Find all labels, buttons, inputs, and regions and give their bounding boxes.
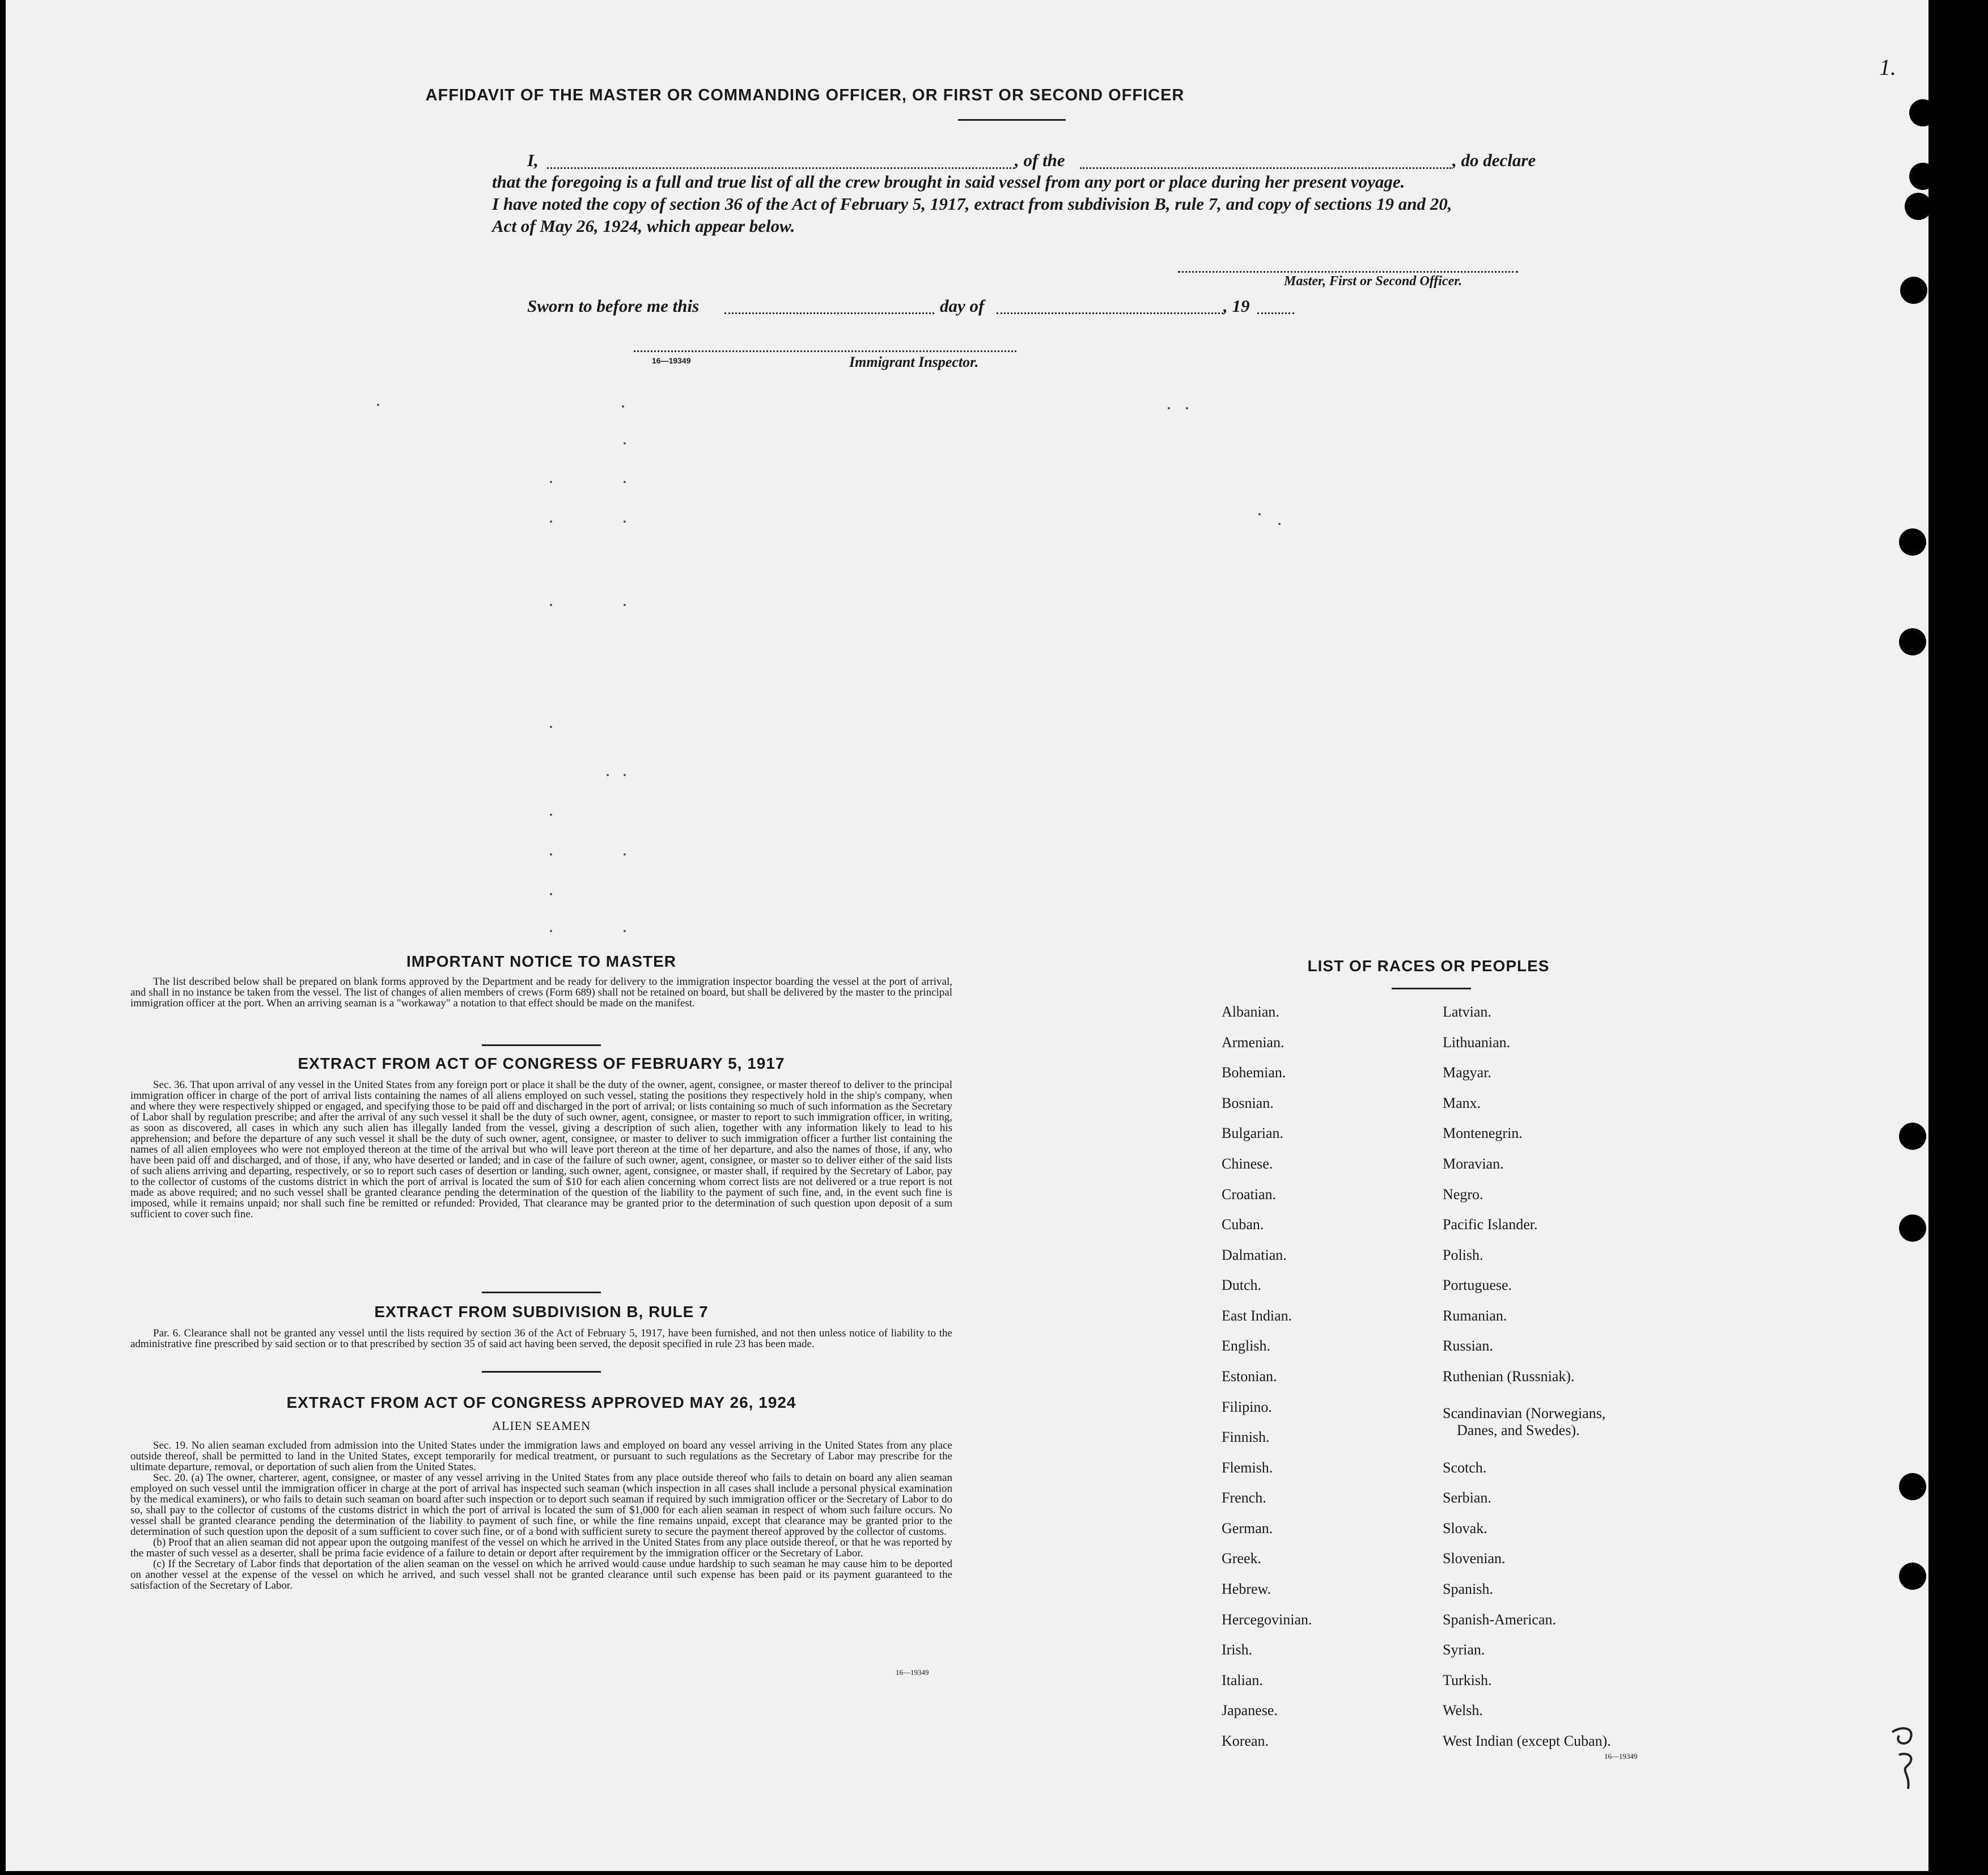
race-item: Welsh. — [1443, 1702, 1483, 1719]
year-label: , 19 — [1223, 296, 1250, 316]
race-item: Flemish. — [1222, 1459, 1273, 1476]
sworn-label: Sworn to before me this — [527, 296, 700, 316]
rule-7-text — [130, 1328, 952, 1349]
race-item: Moravian. — [1443, 1156, 1504, 1172]
race-item: Hercegovinian. — [1222, 1611, 1312, 1628]
scan-speck — [607, 774, 609, 776]
race-item: Japanese. — [1222, 1702, 1278, 1719]
scan-speck — [550, 814, 552, 816]
par-6-paragraph: Par. 6. Clearance shall not be granted any vessel until the lists required by section 36 of the Act of February 5, 1917, have been furnished, and not then unless notice of liability to the administrative fine prescribed by said section or to that prescribed by section 35 of said act having been served, the deposit specified in rule 23 has been made. — [130, 1327, 952, 1350]
race-item: German. — [1222, 1520, 1273, 1537]
punch-hole — [1899, 628, 1926, 655]
races-title: LIST OF RACES OR PEOPLES — [1307, 957, 1550, 975]
sec-20a-paragraph: Sec. 20. (a) The owner, charterer, agent, consignee, or master of any vessel arriving in the United States from any place outside thereof who fails to detain on board any alien seaman employed on such vessel until the immigration officer in charge at the port of arrival has inspected such seaman (which inspection in all cases shall include a personal physical examination by the medical examiners), or who fails to detain such seaman on board after such inspection or to deport such seaman if required by such immigration officer or the Secretary of Labor to do so, shall pay to the collector of customs of the customs district in which the port of arrival is located the sum of $1,000 for each alien seaman in respect of whom such failure occurs. No vessel shall be granted clearance pending the determination of the liability to payment of such fine, or while the fine remains unpaid, except that clearance may be granted prior to the determination of such question upon the deposit of a sum sufficient to cover such fine, or of a bond with sufficient surety to secure the payment thereof approved by the collector of customs. — [130, 1472, 952, 1538]
race-item: Greek. — [1222, 1550, 1262, 1567]
handwritten-mark — [1882, 1721, 1922, 1794]
punch-hole — [1899, 1214, 1926, 1242]
race-item: Dalmatian. — [1222, 1247, 1287, 1263]
race-item: Spanish-American. — [1443, 1611, 1557, 1628]
notice-title: IMPORTANT NOTICE TO MASTER — [406, 953, 677, 970]
do-declare-label: , do declare — [1452, 150, 1536, 170]
affiant-name-field[interactable] — [547, 167, 1015, 169]
race-item: Estonian. — [1222, 1368, 1277, 1385]
race-item: Armenian. — [1222, 1034, 1285, 1051]
punch-hole — [1899, 1473, 1926, 1500]
scan-speck — [1186, 407, 1188, 409]
of-the-label: , of the — [1015, 150, 1065, 170]
extract-form-number: 16—19349 — [896, 1668, 929, 1677]
scan-speck — [1168, 407, 1170, 409]
race-item: Bosnian. — [1222, 1095, 1274, 1111]
race-item: Spanish. — [1443, 1581, 1493, 1597]
scan-speck — [1258, 513, 1261, 515]
race-item: Scandinavian (Norwegians, — [1443, 1405, 1606, 1421]
race-item: Ruthenian (Russniak). — [1443, 1368, 1575, 1385]
scan-speck — [550, 726, 552, 728]
alien-seamen-subtitle: ALIEN SEAMEN — [492, 1419, 591, 1433]
vessel-name-field[interactable] — [1080, 167, 1451, 169]
title-underline — [958, 119, 1066, 121]
race-item: Dutch. — [1222, 1277, 1262, 1293]
race-item: Danes, and Swedes). — [1457, 1422, 1580, 1438]
rule-7-title: EXTRACT FROM SUBDIVISION B, RULE 7 — [374, 1303, 709, 1320]
notice-text — [130, 976, 952, 1009]
race-item: Finnish. — [1222, 1429, 1270, 1445]
page-number-mark: 1. — [1879, 54, 1896, 80]
sec-19-paragraph: Sec. 19. No alien seaman excluded from admission into the United States under the immigration laws and employed on board any vessel arriving in the United States from any place outside thereof, shall be permitted to land in the United States, except temporarily for medical treatment, or pursuant to such regulations as the Secretary of Labor may prescribe for the ultimate departure, removal, or deportation of such alien from the United States. — [130, 1440, 952, 1473]
affidavit-line-2: that the foregoing is a full and true list of all the crew brought in said vessel from any port or place during her present voyage. — [492, 172, 1405, 192]
day-of-label: day of — [940, 296, 985, 316]
sworn-day-field[interactable] — [724, 312, 934, 314]
section-divider — [482, 1371, 601, 1373]
race-item: Polish. — [1443, 1247, 1483, 1263]
punch-hole — [1909, 163, 1928, 190]
race-item: Bohemian. — [1222, 1064, 1286, 1081]
scan-speck — [377, 404, 379, 406]
scan-speck — [550, 930, 552, 932]
race-item: Latvian. — [1443, 1004, 1491, 1020]
race-item: Portuguese. — [1443, 1277, 1512, 1293]
race-item: French. — [1222, 1489, 1266, 1506]
sworn-year-field[interactable] — [1257, 312, 1294, 314]
affidavit-title: AFFIDAVIT OF THE MASTER OR COMMANDING OFFICER, OR FIRST OR SECOND OFFICER — [425, 86, 1185, 104]
race-item: Croatian. — [1222, 1186, 1277, 1203]
document-page — [6, 0, 1928, 1871]
scan-speck — [550, 604, 552, 606]
race-item: Cuban. — [1222, 1216, 1264, 1233]
race-item: Slovak. — [1443, 1520, 1487, 1537]
race-item: Bulgarian. — [1222, 1125, 1284, 1141]
scan-speck — [622, 405, 624, 408]
scan-speck — [550, 481, 552, 483]
punch-hole — [1899, 1123, 1926, 1150]
race-item: West Indian (except Cuban). — [1443, 1733, 1611, 1749]
race-item: Slovenian. — [1443, 1550, 1506, 1567]
extract-1924-text — [130, 1440, 952, 1591]
race-item: English. — [1222, 1338, 1270, 1354]
race-item: Magyar. — [1443, 1064, 1491, 1081]
race-item: Turkish. — [1443, 1672, 1492, 1688]
punch-hole — [1899, 528, 1926, 556]
scan-speck — [624, 481, 626, 483]
race-item: Albanian. — [1222, 1004, 1279, 1020]
affidavit-line-4: Act of May 26, 1924, which appear below. — [492, 216, 795, 236]
extract-1917-text — [130, 1080, 952, 1220]
race-item: Russian. — [1443, 1338, 1493, 1354]
race-item: Scotch. — [1443, 1459, 1487, 1476]
sworn-month-field[interactable] — [997, 312, 1223, 314]
inspector-label: Immigrant Inspector. — [849, 354, 979, 370]
scan-speck — [624, 604, 626, 606]
race-item: Manx. — [1443, 1095, 1481, 1111]
master-signature-field[interactable] — [1178, 271, 1518, 273]
punch-hole — [1900, 277, 1927, 304]
race-item: Pacific Islander. — [1443, 1216, 1538, 1233]
affiant-label: I, — [527, 150, 539, 170]
race-item: Irish. — [1222, 1641, 1253, 1658]
punch-hole — [1905, 193, 1928, 220]
race-item: Lithuanian. — [1443, 1034, 1511, 1051]
scan-speck — [550, 893, 552, 895]
race-item: Montenegrin. — [1443, 1125, 1523, 1141]
scan-speck — [624, 520, 626, 523]
race-item: Korean. — [1222, 1733, 1269, 1749]
section-divider — [482, 1044, 601, 1046]
race-item: East Indian. — [1222, 1307, 1292, 1324]
extract-1924-title: EXTRACT FROM ACT OF CONGRESS APPROVED MAY 26, 1924 — [286, 1394, 796, 1411]
punch-hole — [1899, 1563, 1926, 1590]
affidavit-line-3: I have noted the copy of section 36 of the Act of February 5, 1917, extract from subdivision B, rule 7, and copy of sections 19 and 20, — [492, 194, 1452, 214]
section-divider — [482, 1292, 601, 1293]
scan-speck — [624, 442, 626, 445]
sec-20c-paragraph: (c) If the Secretary of Labor finds that deportation of the alien seaman on the vessel on which he arrived would cause undue hardship to such seaman he may cause him to be deported on another vessel at the expense of the vessel on which he arrived, and such vessel shall not be granted clearance until such expense has been paid or its payment guaranteed to the satisfaction of the Secretary of Labor. — [130, 1558, 952, 1592]
race-item: Filipino. — [1222, 1399, 1272, 1415]
notice-paragraph: The list described below shall be prepared on blank forms approved by the Department and be ready for delivery to the immigration inspector boarding the vessel at the port of arrival, and shall in no instance be taken from the vessel. The list of changes of alien members of crews (Form 689) shall not be retained on board, but shall be delivered by the master to the principal immigration officer at the port. When an arriving seaman is a "workaway" a notation to that effect should be made on the manifest. — [130, 976, 952, 1009]
affidavit-form-number: 16—19349 — [652, 356, 691, 365]
scan-speck — [550, 520, 552, 523]
race-item: Syrian. — [1443, 1641, 1485, 1658]
scan-speck — [624, 774, 626, 776]
race-item: Rumanian. — [1443, 1307, 1507, 1324]
race-item: Serbian. — [1443, 1489, 1491, 1506]
scan-speck — [624, 930, 626, 932]
sec-20b-paragraph: (b) Proof that an alien seaman did not appear upon the outgoing manifest of the vessel on which he arrived in the United States from any place outside thereof, or that he was reported by the master of such vessel as a deserter, shall be prima facie evidence of a failure to detain or deport after requirement by the immigration officer or the Secretary of Labor. — [130, 1537, 952, 1559]
inspector-signature-field[interactable] — [634, 350, 1016, 352]
races-form-number: 16—19349 — [1604, 1752, 1638, 1760]
race-item: Chinese. — [1222, 1156, 1273, 1172]
scan-speck — [624, 853, 626, 856]
master-signature-label: Master, First or Second Officer. — [1284, 274, 1463, 289]
race-item: Negro. — [1443, 1186, 1483, 1203]
extract-1917-title: EXTRACT FROM ACT OF CONGRESS OF FEBRUARY 5, 1917 — [298, 1055, 785, 1072]
race-item: Italian. — [1222, 1672, 1263, 1688]
race-item: Hebrew. — [1222, 1581, 1271, 1597]
races-title-underline — [1392, 988, 1471, 989]
punch-hole — [1909, 99, 1928, 126]
scan-speck — [550, 853, 552, 856]
scan-speck — [1278, 523, 1281, 525]
sec-36-paragraph: Sec. 36. That upon arrival of any vessel in the United States from any foreign port or place it shall be the duty of the owner, agent, consignee, or master thereof to deliver to the principal immigration officer in charge of the port of arrival lists containing the names of all aliens employed on such vessel, stating the positions they respectively hold in the ship's company, when and where they were respectively shipped or engaged, and specifying those to be paid off and discharged in the port of arrival; or lists containing so much of such information as the Secretary of Labor shall by regulation prescribe; and after the arrival of any such vessel it shall be the duty of such owner, agent, consignee, or master to report to such immigration officer, in writing, as soon as discovered, all cases in which any such alien has illegally landed from the vessel, giving a description of such alien, together with any information likely to lead to his apprehension; and before the departure of any such vessel it shall be the duty of such owner, agent, consignee, or master to deliver to such immigration officer a further list containing the names of all alien employees who were not employed thereon at the time of the arrival but who will leave port thereon at the time of her departure, and also the names of those, if any, who have been paid off and discharged, and of those, if any, who have deserted or landed; and in case of the failure of such owner, agent, consignee, or master so to deliver either of the said lists of such aliens arriving and departing, respectively, or so to report such cases of desertion or landing, such owner, agent, consignee, or master shall, if required by the Secretary of Labor, pay to the collector of customs of the customs district in which the port of arrival is located the sum of $10 for each alien concerning whom correct lists are not delivered or a true report is not made as above required; and no such vessel shall be granted clearance pending the determination of the question of the liability to the payment of such fine, and, in the event such fine is imposed, while it remains unpaid; nor shall such fine be remitted or refunded: Provided, That clearance may be granted prior to the determination of such question upon deposit of a sum sufficient to cover such fine. — [130, 1079, 952, 1220]
